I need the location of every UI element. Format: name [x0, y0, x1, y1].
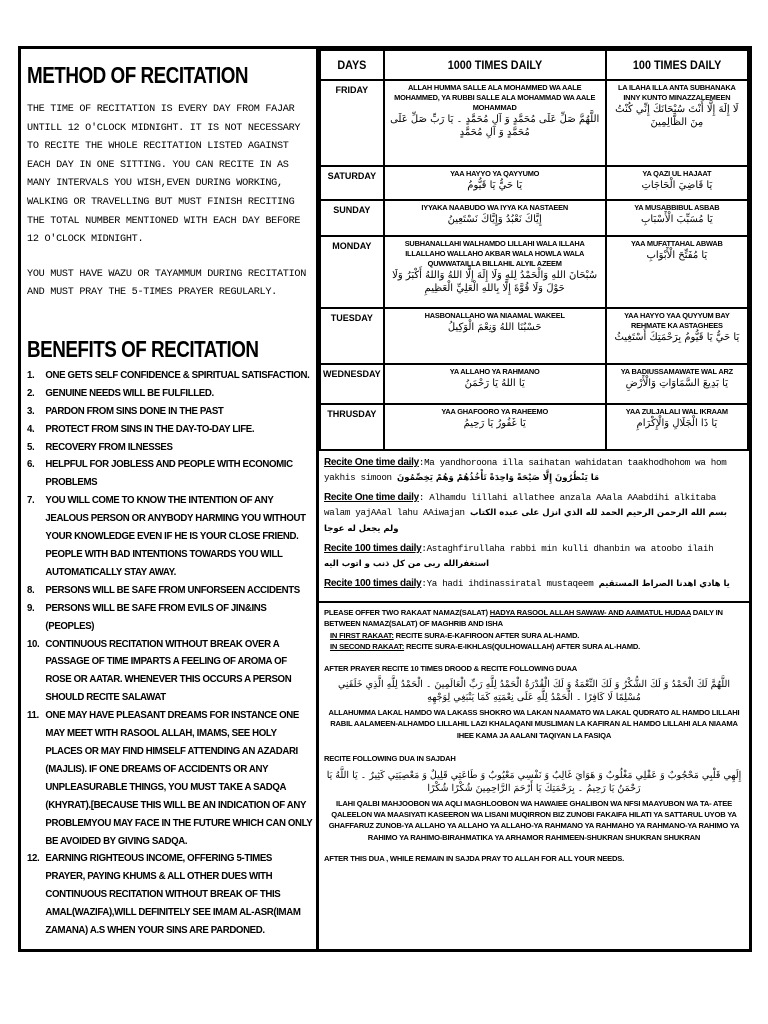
duaa-1-arabic: اللَّهُمَّ لَكَ الْحَمْدُ وَ لَكَ الشُّكْرُ وَ لَكَ النِّعْمَةُ وَ لَكَ الْقُدْرَةُ الْحَمْدُ لِلَّهِ رَبِّ الْعَالَمِينَ ۔ الْحَمْدُ لِلَّهِ الَّذِي خَلَقَنِي مُسْلِمًا لَا كَافِرًا ۔ الْحَمْدُ لِلَّهِ عَلَى نِعْمَتِهِ كَمَا يَنْبَغِي لِوَجْهِهِ	[338, 679, 730, 704]
first-rakaat-text: RECITE SURA-E-KAFIROON AFTER SURA AL-HAMD.	[395, 630, 580, 640]
arabic-text: حَسْبُنَا اللهُ وَنِعْمَ الْوَكِيلُ	[447, 322, 542, 333]
arabic-text: يَا غَفُورُ يَا رَحِيمُ	[463, 418, 526, 429]
transliteration: YA BADIUSSAMAWATE WAL ARZ	[620, 367, 733, 376]
day-cell: SUNDAY	[320, 200, 384, 236]
benefit-item	[27, 636, 312, 708]
benefit-text: PERSONS WILL BE SAFE FROM UNFORSEEN ACCIDENTS	[45, 583, 300, 596]
benefits-title: BENEFITS OF RECITATION	[27, 335, 259, 362]
benefit-item	[27, 600, 312, 636]
table-row	[320, 308, 748, 364]
benefit-item	[27, 492, 312, 582]
benefit-text: ONE GETS SELF CONFIDENCE & SPIRITUAL SATISFACTION.	[45, 368, 310, 381]
left-column	[21, 49, 319, 949]
method-title: METHOD OF RECITATION	[27, 62, 249, 88]
day-cell: FRIDAY	[320, 80, 384, 166]
table-row	[320, 404, 748, 450]
transliteration: IYYAKA NAABUDO WA IYYA KA NASTAEEN	[421, 203, 568, 212]
benefit-item	[27, 850, 312, 940]
benefit-text: PARDON FROM SINS DONE IN THE PAST	[45, 404, 224, 417]
page-frame	[18, 46, 752, 952]
cell-1000-times	[384, 236, 606, 308]
schedule-table	[319, 49, 749, 451]
intro-end: DAILY IN BETWEEN NAMAZ(SALAT) OF MAGHRIB AND ISHA	[324, 608, 723, 629]
day-cell: MONDAY	[320, 236, 384, 308]
benefit-item	[27, 456, 312, 492]
benefit-number: 11.	[27, 709, 39, 722]
recite-label: Recite 100 times daily	[324, 543, 422, 554]
benefit-item	[27, 385, 312, 403]
day-cell: THRUSDAY	[320, 404, 384, 450]
duaa-2-transliteration: ILAHI QALBI MAHJOOBON WA AQLI MAGHLOOBON WA HAWAIEE GHALIBON WA NFSI MAAYUBON WA TA- ATEE QALEELON WA MAASIYATI KASEERON WA LISANI MUQIRRON BIZ ZUNOBI FAKAIFA HILATI YA SATTARUL UYOB YA GHAFFARUZ ZUNOB-YA ALLAHO YA ALLAHO YA ALLAHO-YA RAHMANO YA RAHMAHO YA RAHMANO-YA RAHIMO YA RAHIMO YA RAHIMO-BIRAHMATIKA YA ARHAMOR RAHIMEEN-SHUKRAN SHUKRAN SHUKRAN	[328, 798, 740, 842]
transliteration: YAA ZULJALALI WAL IKRAAM	[625, 407, 728, 416]
recite-label: Recite 100 times daily	[324, 578, 422, 589]
transliteration: YA ALLAHO YA RAHMANO	[449, 367, 540, 376]
benefits-list	[27, 367, 313, 940]
benefit-number: 7.	[27, 494, 35, 507]
transliteration: ALLAH HUMMA SALLE ALA MOHAMMED WA AALE MOHAMMED, YA RUBBI SALLE ALA MOHAMMAD WA AALE MOHAMMAD	[394, 83, 596, 112]
transliteration: HASBONALLAHO WA NIAAMAL WAKEEL	[424, 311, 565, 320]
first-rakaat-label: IN FIRST RAKAAT:	[330, 630, 394, 640]
benefit-text: EARNING RIGHTEOUS INCOME, OFFERING 5-TIMES PRAYER, PAYING KHUMS & ALL OTHER DUES WITH CONTINUOUS RECITATION WITHOUT BREAK OF THIS AMAL(WAZIFA),WILL DEFINITELY SEE IMAM AL-ASR(IMAM ZAMANA) A.S WHEN YOUR SINS ARE PARDONED.	[45, 852, 301, 937]
benefit-item	[27, 439, 312, 457]
arabic-text: يَا حَيُّ يَا قَيُّومُ بِرَحْمَتِكَ أَسْتَغِيثُ	[614, 332, 740, 343]
header-1000-times: 1000 TIMES DAILY	[395, 50, 595, 80]
benefit-text: CONTINUOUS RECITATION WITHOUT BREAK OVER A PASSAGE OF TIME IMPARTS A FEELING OF AROMA OF ROSE OR AATAR. WHENEVER THIS OCCURS A PERSON SHOULD RECITE SALAWAT	[45, 637, 292, 704]
benefit-text: GENUINE NEEDS WILL BE FULFILLED.	[45, 386, 214, 399]
transliteration: YA QAZI UL HAJAAT	[642, 169, 712, 178]
recite-arabic: بسم الله الرحمن الرحيم الحمد لله الذي انزل على عبده الكتاب ولم يجعل له عوجا	[324, 508, 727, 534]
transliteration: YAA HAYYO YA QAYYUMO	[450, 169, 540, 178]
intro-text: PLEASE OFFER TWO RAKAAT NAMAZ(SALAT)	[324, 608, 488, 617]
recite-label: Recite One time daily	[324, 457, 419, 468]
recite-section	[319, 451, 749, 603]
table-row	[320, 166, 748, 200]
second-rakaat-text: RECITE SURA-E-IKHLAS(QULHOWALLAH) AFTER SURA AL-HAMD.	[406, 642, 641, 652]
transliteration: SUBHANALLAHI WALHAMDO LILLAHI WALA ILLAHA ILLALLAHO WALLAHO AKBAR WALA HOWLA WALA QUWWATAILLA BILLAHIL ALYIL AZEEM	[404, 239, 585, 268]
recite-arabic: مَا يَنْظُرُونَ إِلَّا صَيْحَةً وَاحِدَةً تَأْخُذُهُمْ وَهُمْ يَخِصِّمُونَ	[397, 473, 600, 483]
recite-line	[324, 576, 744, 592]
arabic-text: سُبْحَانَ اللهِ وَالْحَمْدُ لِلهِ وَلَا إِلَهَ إِلَّا اللهُ وَاللهُ أَكْبَرُ وَلَا حَوْلَ وَلَا قُوَّةَ إِلَّا بِاللهِ الْعَلِيِّ الْعَظِيمِ	[392, 270, 598, 294]
day-cell: SATURDAY	[320, 166, 384, 200]
cell-100-times	[606, 404, 748, 450]
benefit-text: RECOVERY FROM ILNESSES	[45, 440, 173, 453]
day-cell: TUESDAY	[320, 308, 384, 364]
benefit-text: PERSONS WILL BE SAFE FROM EVILS OF JIN&INS (PEOPLES)	[45, 601, 267, 632]
benefit-item	[27, 367, 312, 385]
cell-1000-times	[384, 364, 606, 404]
prayer-instructions	[319, 603, 749, 949]
arabic-text: يَا بَدِيعَ السَّمَاوَاتِ وَالْأَرْضِ	[625, 378, 729, 389]
table-header-row	[320, 50, 748, 80]
transliteration: YAA MUFATTAHAL ABWAB	[631, 239, 723, 248]
benefit-text: PROTECT FROM SINS IN THE DAY-TO-DAY LIFE.	[45, 422, 255, 435]
recite-text: :Ma yandhoroona illa saihatan wahidatan taakhodhohom wa hom yakhis simoon	[324, 457, 727, 483]
table-row	[320, 200, 748, 236]
benefit-item	[27, 421, 312, 439]
benefit-number: 12.	[27, 852, 40, 865]
benefit-text: ONE MAY HAVE PLEASANT DREAMS FOR INSTANCE ONE MAY MEET WITH RASOOL ALLAH, IMAMS, SEE HOLY PLACES OR MAY FIND HIMSELF ATTENDING AN AZADARI (MAJLIS). IF ONE DREAMS OF ACCIDENTS OR ANY UNPLEASURABLE THINGS, YOU MUST TAKE A SADQA (KHYRAT).[BECAUSE THIS WILL BE AN INDICATION OF ANY PROBLEMYOU MAY FACE IN THE FUTURE WHICH CAN ONLY BE AVOIDED BY GIVING SADQA.	[45, 709, 313, 847]
recite-line	[324, 490, 744, 537]
transliteration: YA MUSABBIBUL ASBAB	[634, 203, 720, 212]
cell-100-times	[606, 200, 748, 236]
header-days: DAYS	[323, 50, 380, 80]
recite-line	[324, 455, 744, 486]
benefit-item	[27, 707, 312, 850]
benefit-number: 5.	[27, 440, 35, 453]
transliteration: YAA HAYYO YAA QUYYUM BAY REHMATE KA ASTAGHEES	[624, 311, 730, 330]
benefit-number: 10.	[27, 637, 40, 650]
benefit-number: 6.	[27, 458, 35, 471]
second-rakaat-label: IN SECOND RAKAAT:	[330, 642, 405, 652]
benefit-item	[27, 582, 312, 600]
cell-1000-times	[384, 200, 606, 236]
arabic-text: اللَّهُمَّ صَلِّ عَلَى مُحَمَّدٍ وَ آلِ مُحَمَّدٍ ۔ يَا رَبِّ صَلِّ عَلَى مُحَمَّدٍ وَ آلِ مُحَمَّدٍ	[390, 114, 600, 138]
transliteration: LA ILAHA ILLA ANTA SUBHANAKA INNY KUNTO MINAZZALEMEEN	[617, 83, 736, 102]
cell-1000-times	[384, 404, 606, 450]
cell-1000-times	[384, 80, 606, 166]
arabic-text: يَا مُسَبِّبَ الْأَسْبَابِ	[641, 214, 713, 225]
benefit-text: HELPFUL FOR JOBLESS AND PEOPLE WITH ECONOMIC PROBLEMS	[45, 458, 293, 489]
recite-text: :Astaghfirullaha rabbi min kulli dhanbin wa atoobo ilaih	[421, 543, 714, 554]
arabic-text: يَا قَاضِيَ الْحَاجَاتِ	[641, 180, 713, 191]
arabic-text: يَا اللهُ يَا رَحْمَنُ	[464, 378, 525, 389]
right-column	[319, 49, 749, 949]
method-paragraph-1: THE TIME OF RECITATION IS EVERY DAY FROM FAJAR UNTILL 12 O'CLOCK MIDNIGHT. IT IS NOT NECESSARY TO RECITE THE WHOLE RECITATION LISTED AGAINST EACH DAY IN ONE SITTING. YOU CAN RECITE IN AS MANY INTERVALS YOU WISH,EVEN DURING WORKING, WALKING OR TRAVELLING BUT MUST FINISH RECITING THE TOTAL NUMBER MENTIONED WITH EACH DAY BEFORE 12 O'CLOCK MIDNIGHT.	[27, 104, 301, 246]
recite-text: :Ya hadi ihdinassiratal mustaqeem	[421, 578, 594, 589]
benefit-number: 2.	[27, 386, 35, 399]
table-row	[320, 236, 748, 308]
recite-arabic: يا هادي اهدنا الصراط المستقيم	[598, 579, 730, 589]
arabic-text: إِيَّاكَ نَعْبُدُ وَإِيَّاكَ نَسْتَعِينُ	[447, 214, 542, 225]
day-cell: WEDNESDAY	[320, 364, 384, 404]
recite-label: Recite One time daily	[324, 492, 419, 503]
arabic-text: لَا إِلَهَ إِلَّا أَنْتَ سُبْحَانَكَ إِنِّي كُنْتُ مِنَ الظَّالِمِينَ	[615, 104, 739, 128]
benefit-number: 4.	[27, 422, 35, 435]
recite-text: : Alhamdu lillahi allathee anzala AAala AAabdihi alkitaba walam yajAAal lahu AAiwajan	[324, 492, 717, 518]
first-rakaat	[324, 630, 744, 641]
recite-arabic: استغفرالله ربى من كل ذنب و اتوب اليه	[324, 559, 490, 569]
header-100-times: 100 TIMES DAILY	[613, 50, 741, 80]
method-paragraph-2: YOU MUST HAVE WAZU OR TAYAMMUM DURING RECITATION AND MUST PRAY THE 5-TIMES PRAYER REGULARLY.	[27, 268, 307, 299]
arabic-text: يَا ذَا الْجَلَالِ وَالْإِكْرَامِ	[636, 418, 718, 429]
cell-1000-times	[384, 308, 606, 364]
cell-100-times	[606, 364, 748, 404]
cell-100-times	[606, 166, 748, 200]
intro-underlined: HADYA RASOOL ALLAH SAWAW- AND AAIMATUL HUDAA	[489, 608, 691, 617]
recite-line	[324, 541, 744, 572]
transliteration: YAA GHAFOORO YA RAHEEMO	[441, 407, 549, 416]
duaa-2-arabic: إِلَهِي قَلْبِي مَحْجُوبٌ وَ عَقْلِي مَغْلُوبٌ وَ هَوَايَ غَالِبٌ وَ نَفْسِي مَعْيُوبٌ وَ طَاعَتِي قَلِيلٌ وَ مَعْصِيَتِي كَثِيرٌ ۔ يَا اللَّهُ يَا رَحْمَنُ يَا رَحِيمُ ۔ بِرَحْمَتِكَ يَا أَرْحَمَ الرَّاحِمِينَ شُكْرًا شُكْرًا	[326, 769, 742, 794]
prayer-intro	[324, 607, 744, 630]
arabic-text: يَا حَيُّ يَا قَيُّومُ	[467, 180, 523, 191]
table-row	[320, 364, 748, 404]
sajdah-heading: RECITE FOLLOWING DUA IN SAJDAH	[324, 754, 456, 764]
benefit-item	[27, 403, 312, 421]
benefit-text: YOU WILL COME TO KNOW THE INTENTION OF ANY JEALOUS PERSON OR ANYBODY HARMING YOU WITHOUT YOUR KNOWLEDGE EVEN IF HE IS YOUR CLOSE FRIEND. PEOPLE WITH BAD INTENTIONS TOWARDS YOU WILL AUTOMATICALLY STAY AWAY.	[45, 494, 306, 578]
benefit-number: 8.	[27, 583, 35, 596]
arabic-text: يَا مُفَتِّحَ الْأَبْوَابِ	[646, 250, 708, 261]
table-row	[320, 80, 748, 166]
cell-100-times	[606, 308, 748, 364]
cell-100-times	[606, 80, 748, 166]
cell-1000-times	[384, 166, 606, 200]
after-dua-text: AFTER THIS DUA , WHILE REMAIN IN SAJDA PRAY TO ALLAH FOR ALL YOUR NEEDS.	[324, 854, 625, 864]
cell-100-times	[606, 236, 748, 308]
duaa-1-transliteration: ALLAHUMMA LAKAL HAMDO WA LAKASS SHOKRO WA LAKAN NAAMATO WA LAKAL QUDRATO AL HAMDO LILLAHI RABIL AALAMEEN-ALHAMDO LILLAHIL LAZI KHALAQANI MUSLIMAN LA KAFIRAN AL HAMDO LILLAHI ALA NIAAMA IHEE KAMA JA AALANI TAQIYAN LA FASIQA	[328, 708, 740, 740]
benefit-number: 3.	[27, 404, 35, 417]
second-rakaat	[324, 641, 744, 652]
after-prayer-text: AFTER PRAYER RECITE 10 TIMES DROOD & RECITE FOLLOWING DUAA	[324, 663, 578, 673]
benefit-number: 1.	[27, 368, 35, 381]
benefit-number: 9.	[27, 601, 35, 614]
